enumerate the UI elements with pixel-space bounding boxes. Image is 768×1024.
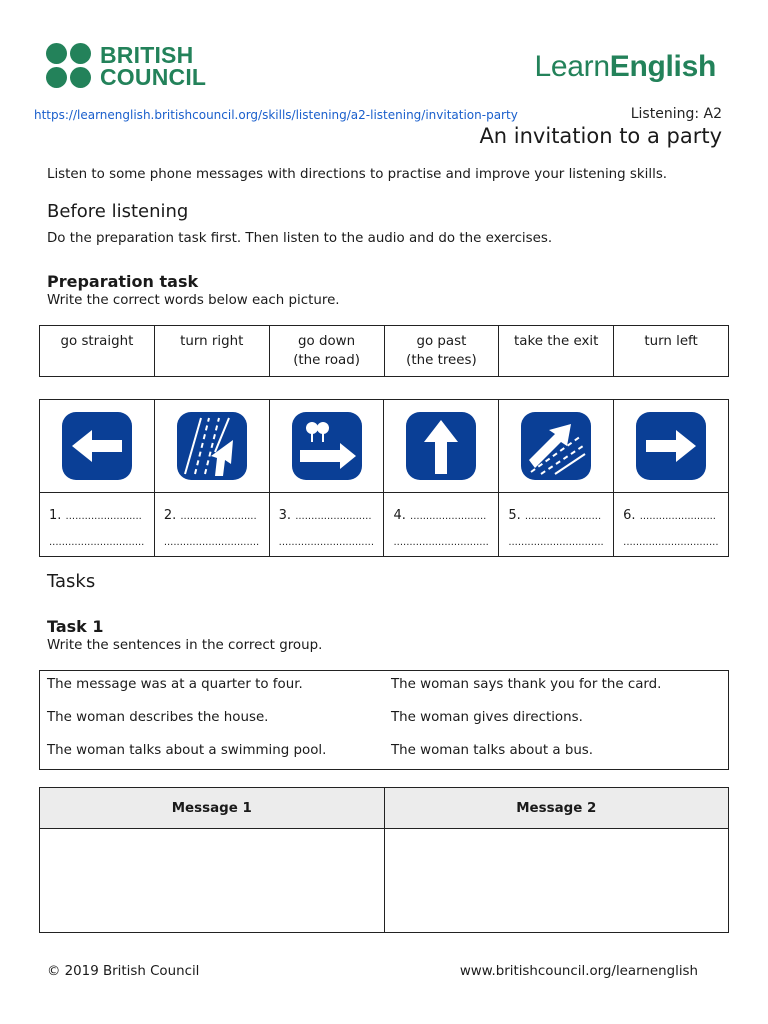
answer-blank-3[interactable]: 3. ........................ ..............................: [269, 493, 384, 557]
message-groups-table: [39, 787, 729, 933]
british-council-logo: [46, 43, 206, 89]
footer-site-link[interactable]: www.britishcouncil.org/learnenglish: [459, 964, 698, 979]
learnenglish-logo: [535, 50, 716, 84]
message-2-dropzone[interactable]: [384, 829, 729, 933]
brand-line-2: COUNCIL: [100, 64, 207, 90]
intro-text: Listen to some phone messages with directions to practise and improve your listening skills.: [47, 167, 668, 182]
word-cell: turn left: [614, 326, 729, 377]
before-listening-text: Do the preparation task first. Then listen to the audio and do the exercises.: [47, 231, 553, 246]
arrow-up-sign-icon: [406, 412, 476, 480]
sentence-item[interactable]: The woman says thank you for the card.: [391, 677, 662, 692]
picture-table: [39, 399, 729, 557]
footer-copyright: © 2019 British Council: [47, 964, 200, 979]
sentence-item[interactable]: The woman talks about a swimming pool.: [47, 743, 327, 758]
message-2-header: Message 2: [384, 788, 729, 829]
page-title: An invitation to a party: [479, 124, 722, 148]
exit-left-sign-icon: [177, 412, 247, 480]
brand-line-1: BRITISH: [100, 42, 194, 68]
task1-instruction: Write the sentences in the correct group.: [47, 638, 323, 653]
answer-blank-2[interactable]: 2. ........................ ..............................: [154, 493, 269, 557]
preparation-heading: Preparation task: [47, 272, 199, 291]
word-cell: go down (the road): [269, 326, 384, 377]
word-cell: take the exit: [499, 326, 614, 377]
exit-right-sign-icon: [521, 412, 591, 480]
sentence-box: [39, 670, 729, 770]
word-cell: go past (the trees): [384, 326, 499, 377]
british-council-dots-icon: [46, 43, 94, 89]
sentence-item[interactable]: The woman gives directions.: [391, 710, 583, 725]
tasks-heading: Tasks: [47, 571, 96, 592]
sentence-item[interactable]: The message was at a quarter to four.: [47, 677, 303, 692]
task1-heading: Task 1: [47, 617, 104, 636]
word-cell: turn right: [154, 326, 269, 377]
sentence-item[interactable]: The woman describes the house.: [47, 710, 269, 725]
answer-blank-6[interactable]: 6. ........................ ..............................: [614, 493, 729, 557]
level-label: Listening: A2: [630, 106, 722, 122]
answer-blank-5[interactable]: 5. ........................ ..............................: [499, 493, 614, 557]
arrow-right-sign-icon: [636, 412, 706, 480]
page-url-link[interactable]: https://learnenglish.britishcouncil.org/skills/listening/a2-listening/invitation-party: [34, 108, 518, 122]
english-text: English: [609, 50, 716, 83]
answer-blank-4[interactable]: 4. ........................ ..............................: [384, 493, 499, 557]
go-past-trees-sign-icon: [292, 412, 362, 480]
message-1-header: Message 1: [40, 788, 385, 829]
word-cell: go straight: [40, 326, 155, 377]
message-1-dropzone[interactable]: [40, 829, 385, 933]
arrow-left-sign-icon: [62, 412, 132, 480]
sentence-item[interactable]: The woman talks about a bus.: [391, 743, 594, 758]
learn-text: Learn: [534, 50, 610, 83]
answer-blank-1[interactable]: 1. ........................ ..............................: [40, 493, 155, 557]
preparation-instruction: Write the correct words below each picture.: [47, 293, 340, 308]
before-listening-heading: Before listening: [47, 201, 189, 222]
word-box: [39, 325, 729, 377]
